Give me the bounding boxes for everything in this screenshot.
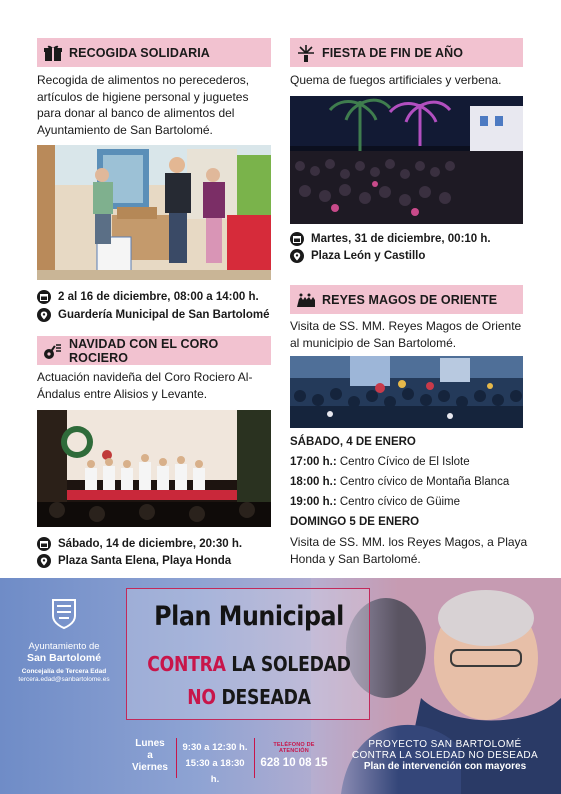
plan-title: Plan Municipal (154, 601, 344, 632)
divider (176, 738, 177, 778)
recogida-date-line: 2 al 16 de diciembre, 08:00 a 14:00 h. (37, 290, 259, 304)
shield-icon (51, 598, 77, 630)
camels-icon (296, 291, 316, 309)
coro-photo (37, 410, 271, 527)
coro-title: NAVIDAD CON EL CORO ROCIERO (69, 336, 219, 365)
project-info: PROYECTO SAN BARTOLOMÉ CONTRA LA SOLEDAD NO DESEADA Plan de intervención con mayores (351, 739, 539, 772)
calendar-icon (37, 537, 51, 551)
location-pin-icon (290, 249, 304, 263)
opening-days: Lunes a Viernes (132, 738, 168, 773)
reyes-sched-row: 18:00 h.: Centro cívico de Montaña Blanca (290, 476, 510, 488)
fiesta-description: Quema de fuegos artificiales y verbena. (290, 73, 502, 87)
location-pin-icon (37, 308, 51, 322)
fiesta-header (290, 38, 523, 67)
phone-block: TELÉFONO DE ATENCIÓN 628 10 08 15 (260, 742, 328, 769)
recogida-place-line: Guardería Municipal de San Bartolomé (37, 308, 270, 322)
fiesta-place-line: Plaza León y Castillo (290, 249, 425, 263)
reyes-description-2: Visita de SS. MM. los Reyes Magos, a Playa Honda y San Bartolomé. (290, 535, 528, 566)
guitar-icon (43, 342, 63, 360)
recogida-header (37, 38, 271, 67)
fiesta-date-line: Martes, 31 de diciembre, 00:10 h. (290, 232, 491, 246)
reyes-sched-row: 19:00 h.: Centro cívico de Güime (290, 496, 461, 508)
gift-icon (43, 44, 63, 62)
municipality-logo: Ayuntamiento de San Bartolomé Concejalía de Tercera Edad tercera.edad@sanbartolome.es (14, 598, 114, 683)
divider (254, 738, 255, 778)
coro-header (37, 336, 271, 365)
location-pin-icon (37, 554, 51, 568)
coro-date-line: Sábado, 14 de diciembre, 20:30 h. (37, 537, 242, 551)
reyes-header (290, 285, 523, 314)
reyes-description: Visita de SS. MM. Reyes Magos de Oriente al municipio de San Bartolomé. (290, 319, 522, 350)
reyes-photo (290, 356, 523, 428)
coro-description: Actuación navideña del Coro Rociero Al- Ándalus entre Alisios y Levante. (37, 370, 253, 401)
fiesta-title: FIESTA DE FIN DE AÑO (322, 45, 464, 60)
reyes-sched-row: 17:00 h.: Centro Cívico de El Islote (290, 456, 470, 468)
recogida-photo (37, 145, 271, 280)
reyes-day1: SÁBADO, 4 DE ENERO (290, 436, 416, 448)
recogida-description: Recogida de alimentos no perecederos, artículos de higiene personal y juguetes para donar al banco de alimentos del Ayuntamiento de San Bartolomé. (37, 73, 250, 137)
fiesta-photo (290, 96, 523, 224)
calendar-icon (37, 290, 51, 304)
plan-subtitle-line2: NO DESEADA (187, 685, 311, 709)
coro-place-line: Plaza Santa Elena, Playa Honda (37, 554, 231, 568)
plan-subtitle-line1: CONTRA LA SOLEDAD (147, 652, 351, 676)
opening-hours: 9:30 a 12:30 h. 15:30 a 18:30 h. (182, 742, 248, 785)
reyes-day2: DOMINGO 5 DE ENERO (290, 516, 420, 528)
fireworks-icon (296, 44, 316, 62)
plan-title-box (126, 588, 370, 720)
recogida-title: RECOGIDA SOLIDARIA (69, 45, 210, 60)
calendar-icon (290, 232, 304, 246)
reyes-title: REYES MAGOS DE ORIENTE (322, 292, 498, 307)
plan-banner (0, 578, 561, 794)
